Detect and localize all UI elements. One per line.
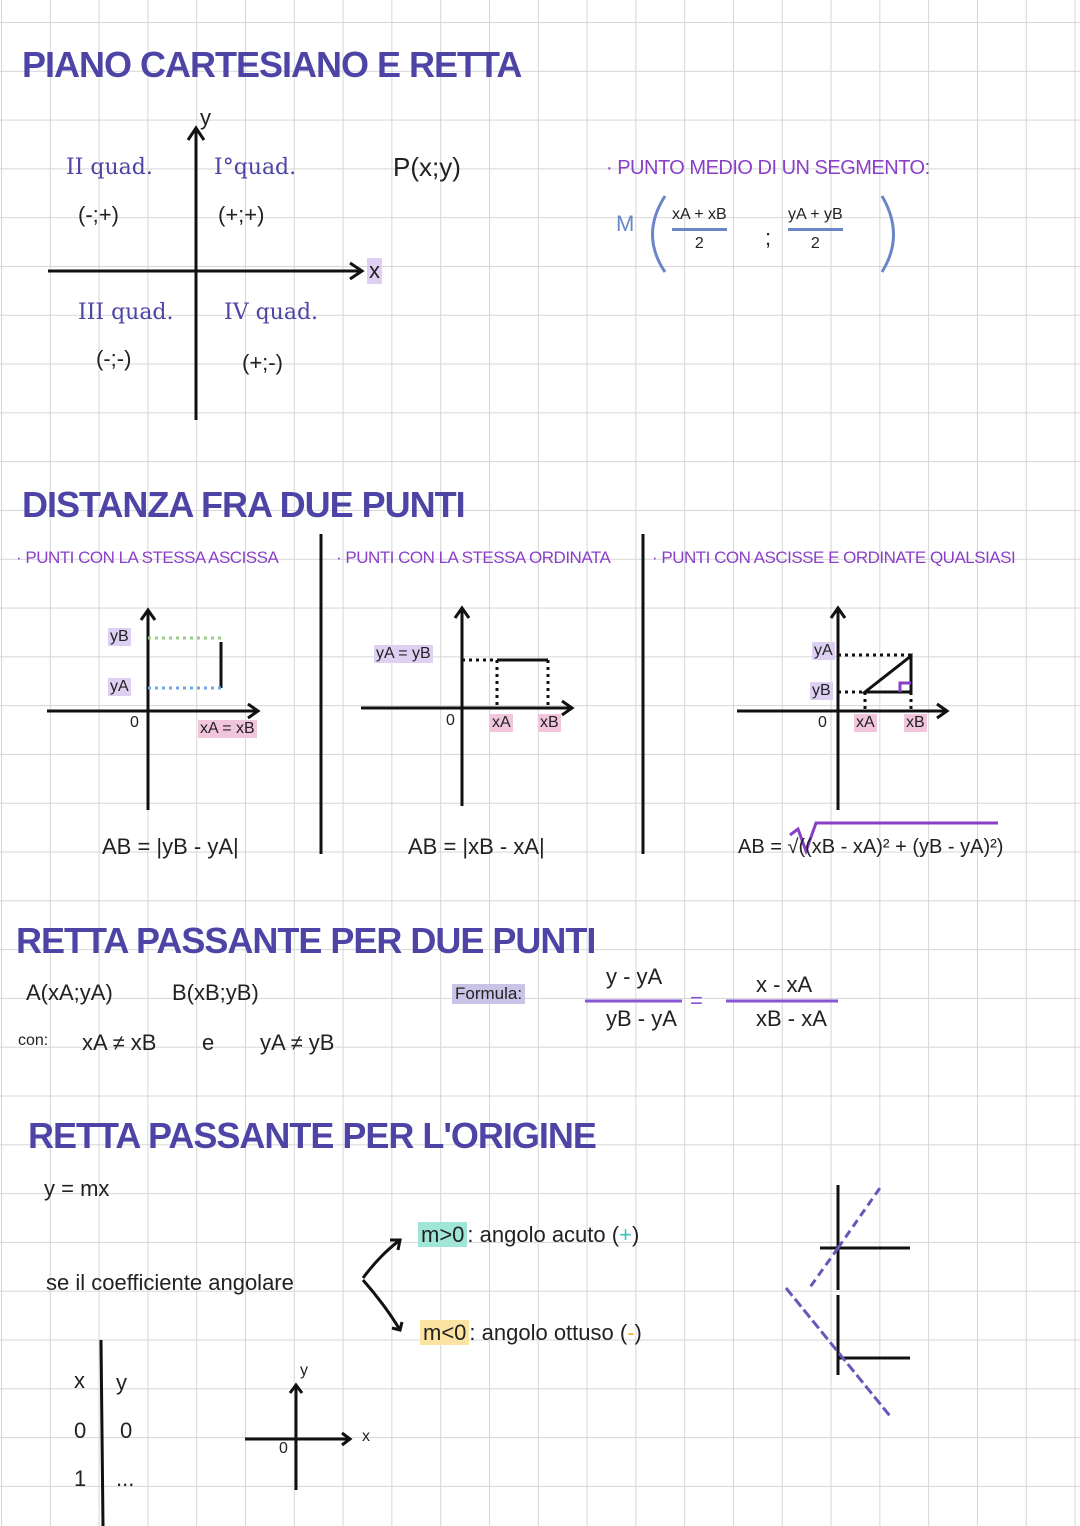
negative-slope: m<0 : angolo ottuso (-) bbox=[420, 1320, 642, 1346]
midpoint-y-numerator: yA + yB bbox=[788, 206, 843, 223]
x-axis-label: x bbox=[369, 258, 380, 283]
case1-origin: 0 bbox=[130, 714, 139, 731]
midpoint-title: · PUNTO MEDIO DI UN SEGMENTO: bbox=[606, 157, 930, 179]
case2-title: · PUNTI CON LA STESSA ORDINATA bbox=[336, 548, 611, 567]
positive-slope: m>0 : angolo acuto (+) bbox=[418, 1222, 639, 1248]
case3-origin: 0 bbox=[818, 714, 827, 731]
positive-sign: + bbox=[619, 1222, 632, 1247]
case1-yb: yB bbox=[110, 628, 129, 645]
line-two-points-title: RETTA PASSANTE PER DUE PUNTI bbox=[16, 920, 596, 961]
table-header-y: y bbox=[116, 1370, 127, 1395]
condition-x: xA ≠ xB bbox=[82, 1030, 157, 1055]
case3-formula: AB = √((xB - xA)² + (yB - yA)²) bbox=[738, 836, 1004, 858]
point-a: A(xA;yA) bbox=[26, 980, 113, 1005]
midpoint-y-fraction bbox=[788, 206, 843, 253]
page-title: PIANO CARTESIANO E RETTA bbox=[22, 44, 522, 85]
negative-sign: - bbox=[627, 1320, 635, 1345]
case1-formula: AB = |yB - yA| bbox=[102, 834, 239, 859]
case3-title: · PUNTI CON ASCISSE E ORDINATE QUALSIASI bbox=[652, 548, 1016, 567]
case2-formula: AB = |xB - xA| bbox=[408, 834, 545, 859]
quadrant-2-label: II quad. bbox=[66, 155, 153, 180]
distance-title: DISTANZA FRA DUE PUNTI bbox=[22, 484, 465, 525]
midpoint-x-denominator: 2 bbox=[694, 235, 704, 252]
quadrant-1-sign: (+;+) bbox=[218, 202, 265, 227]
midpoint-y-denominator: 2 bbox=[810, 235, 820, 252]
case3-xa: xA bbox=[856, 714, 875, 731]
condition-y: yA ≠ yB bbox=[260, 1030, 335, 1055]
positive-condition: m>0 bbox=[418, 1222, 467, 1247]
condition-and: e bbox=[202, 1030, 215, 1055]
origin-equation: y = mx bbox=[44, 1176, 110, 1201]
table-header-x: x bbox=[74, 1368, 85, 1393]
midpoint-x-numerator: xA + xB bbox=[672, 206, 727, 223]
origin-y-label: y bbox=[300, 1362, 308, 1379]
case3-ya: yA bbox=[814, 642, 833, 659]
condition-label: con: bbox=[18, 1032, 49, 1049]
table-cell: 0 bbox=[120, 1418, 133, 1443]
line-origin-title: RETTA PASSANTE PER L'ORIGINE bbox=[28, 1115, 596, 1156]
formula-den1: yB - yA bbox=[606, 1006, 677, 1031]
case1-ya: yA bbox=[110, 678, 129, 695]
formula-num1: y - yA bbox=[606, 964, 663, 989]
case1-x-label: xA = xB bbox=[200, 720, 255, 737]
positive-text: : angolo acuto bbox=[467, 1222, 606, 1247]
midpoint-separator: ; bbox=[765, 225, 772, 250]
quadrant-3-sign: (-;-) bbox=[96, 346, 132, 371]
case3-xb: xB bbox=[906, 714, 925, 731]
slope-lead-text: se il coefficiente angolare bbox=[46, 1270, 294, 1295]
quadrant-2-sign: (-;+) bbox=[78, 202, 119, 227]
origin-x-label: x bbox=[362, 1428, 370, 1445]
formula-equals: = bbox=[690, 988, 703, 1013]
case2-y-label: yA = yB bbox=[376, 645, 431, 662]
point-b: B(xB;yB) bbox=[172, 980, 259, 1005]
case3-yb: yB bbox=[812, 682, 831, 699]
formula-den2: xB - xA bbox=[756, 1006, 827, 1031]
origin-zero: 0 bbox=[279, 1440, 288, 1457]
point-p: P(x;y) bbox=[393, 152, 461, 182]
case2-xb: xB bbox=[540, 714, 559, 731]
table-cell: 0 bbox=[74, 1418, 87, 1443]
midpoint-x-fraction bbox=[672, 206, 727, 253]
quadrant-4-sign: (+;-) bbox=[242, 350, 283, 375]
case2-xa: xA bbox=[492, 714, 511, 731]
case2-origin: 0 bbox=[446, 712, 455, 729]
negative-text: : angolo ottuso bbox=[469, 1320, 614, 1345]
formula-label: Formula: bbox=[452, 984, 525, 1004]
quadrant-3-label: III quad. bbox=[78, 300, 174, 325]
negative-condition: m<0 bbox=[420, 1320, 469, 1345]
quadrant-4-label: IV quad. bbox=[224, 300, 319, 325]
case1-title: · PUNTI CON LA STESSA ASCISSA bbox=[16, 548, 279, 567]
formula-num2: x - xA bbox=[756, 972, 813, 997]
midpoint-label: M bbox=[616, 211, 635, 236]
quadrant-1-label: I°quad. bbox=[214, 155, 297, 180]
y-axis-label: y bbox=[200, 105, 211, 130]
table-cell: ... bbox=[116, 1466, 135, 1491]
table-cell: 1 bbox=[74, 1466, 87, 1491]
